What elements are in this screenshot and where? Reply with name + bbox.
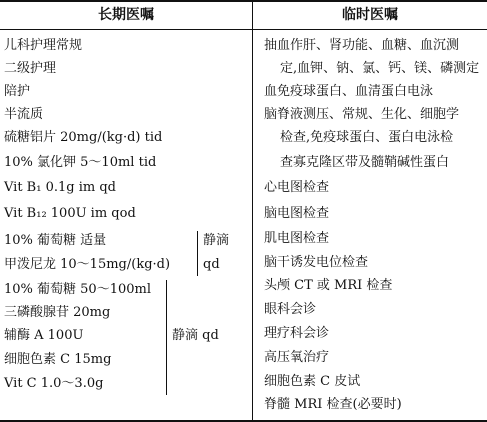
- group2-route-note: 静滴 qd: [172, 328, 219, 343]
- table-top-rule: [0, 0, 487, 2]
- temporary-order: 眼科会诊: [264, 302, 317, 317]
- column-divider: [252, 2, 253, 420]
- group2-bracket: [166, 280, 167, 395]
- temporary-order: 脊髓 MRI 检查(必要时): [264, 397, 402, 412]
- temporary-order: 抽血作肝、肾功能、血糖、血沉测: [264, 38, 460, 53]
- long-term-order: Vit B₁₂ 100U im qod: [4, 206, 136, 221]
- group1-frequency-note: qd: [203, 257, 220, 272]
- temporary-order: 血免疫球蛋白、血清蛋白电泳: [264, 84, 434, 99]
- long-term-order: 二级护理: [4, 61, 57, 76]
- long-term-order: 辅酶 A 100U: [4, 328, 84, 343]
- group1-route-note: 静滴: [203, 233, 230, 248]
- temporary-order: 心电图检查: [264, 180, 330, 195]
- long-term-order: 10% 葡萄糖 50～100ml: [4, 282, 151, 297]
- temporary-order: 理疗科会诊: [264, 326, 330, 341]
- long-term-order: 10% 葡萄糖 适量: [4, 233, 107, 248]
- long-term-orders-header: 长期医嘱: [98, 7, 154, 23]
- temporary-order: 查寡克隆区带及髓鞘碱性蛋白: [280, 155, 450, 170]
- long-term-order: 陪护: [4, 84, 31, 99]
- long-term-order: 硫糖铝片 20mg/(kg·d) tid: [4, 130, 163, 145]
- long-term-order: Vit B₁ 0.1g im qd: [4, 180, 116, 195]
- group1-bracket: [197, 231, 198, 276]
- long-term-order: Vit C 1.0～3.0g: [4, 376, 104, 391]
- table-header-rule: [0, 29, 487, 30]
- temporary-order: 定,血钾、钠、氯、钙、镁、磷测定: [280, 61, 480, 76]
- long-term-order: 细胞色素 C 15mg: [4, 352, 112, 367]
- temporary-order: 脑干诱发电位检查: [264, 255, 369, 270]
- long-term-order: 儿科护理常规: [4, 38, 83, 53]
- temporary-order: 脑电图检查: [264, 206, 330, 221]
- temporary-order: 高压氧治疗: [264, 350, 330, 365]
- temporary-order: 头颅 CT 或 MRI 检查: [264, 278, 393, 293]
- temporary-order: 肌电图检查: [264, 231, 330, 246]
- temporary-order: 脑脊液测压、常规、生化、细胞学: [264, 107, 460, 122]
- temporary-order: 检查,免疫球蛋白、蛋白电泳检: [280, 130, 454, 145]
- temporary-orders-header: 临时医嘱: [342, 7, 398, 23]
- long-term-order: 10% 氯化钾 5～10ml tid: [4, 155, 157, 170]
- long-term-order: 三磷酸腺苷 20mg: [4, 305, 111, 320]
- long-term-order: 甲泼尼龙 10～15mg/(kg·d): [4, 257, 171, 272]
- long-term-order: 半流质: [4, 107, 44, 122]
- temporary-order: 细胞色素 C 皮试: [264, 374, 361, 389]
